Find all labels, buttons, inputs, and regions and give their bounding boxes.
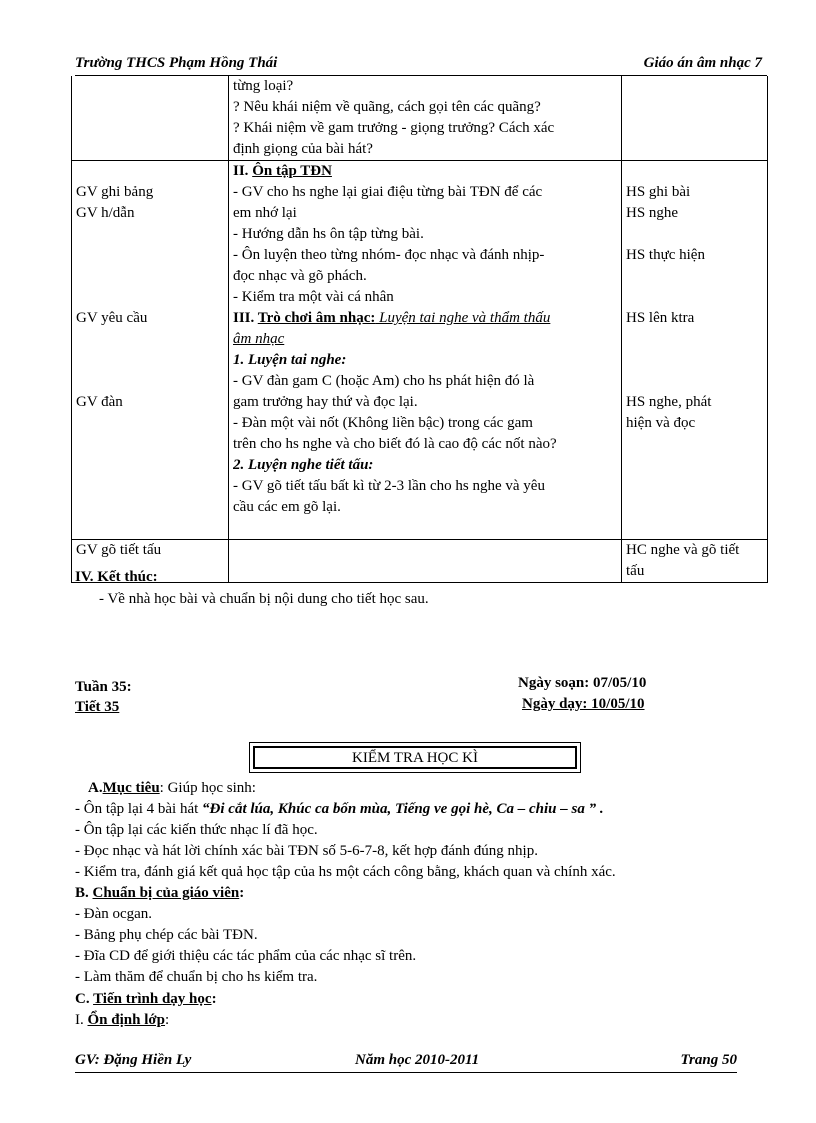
text-line	[626, 497, 763, 518]
subheading-rhythm: 2. Luyện nghe tiết tấu:	[233, 457, 374, 473]
text-line	[626, 161, 763, 182]
text-line: - Đàn ocgan.	[75, 906, 153, 922]
text-line: trên cho hs nghe và cho biết đó là cao độ các nốt nào?	[233, 436, 557, 452]
game-heading-cont: âm nhạc	[233, 331, 285, 347]
text-line	[76, 224, 224, 245]
content-cell	[229, 161, 622, 540]
text-line: - Ôn tập lại các kiến thức nhạc lí đã học.	[75, 822, 318, 838]
text-line: HS thực hiện	[626, 247, 705, 263]
text-line: HS lên ktra	[626, 310, 695, 326]
text-line	[626, 434, 763, 455]
text-line: GV gõ tiết tấu	[76, 542, 162, 558]
text-line	[626, 329, 763, 350]
text-line	[626, 518, 763, 539]
student-activity-cell	[622, 161, 768, 540]
text-line	[626, 224, 763, 245]
text-line: - Kiểm tra, đánh giá kết quả học tập của hs một cách công bằng, khách quan và chính xác.	[75, 864, 616, 880]
period-label: Tiết 35	[75, 699, 120, 715]
ending-item: - Về nhà học bài và chuẩn bị nội dung cho tiết học sau.	[99, 591, 429, 607]
text-line: ? Khái niệm về gam trưởng - giọng trưởng? Cách xác	[233, 120, 555, 136]
text-line: - Đàn một vài nốt (Không liền bậc) trong các gam	[233, 415, 533, 431]
text-line: - Đọc nhạc và hát lời chính xác bài TĐN số 5-6-7-8, kết hợp đánh đúng nhịp.	[75, 843, 538, 859]
week-label: Tuần 35:	[75, 679, 132, 695]
text-line: - GV cho hs nghe lại giai điệu từng bài TĐN để các	[233, 184, 543, 200]
section-i-heading: I. Ổn định lớp:	[75, 1012, 170, 1028]
teacher-activity-cell	[72, 161, 229, 540]
footer-teacher: GV: Đặng Hiền Ly	[75, 1052, 192, 1068]
subheading-ear-training: 1. Luyện tai nghe:	[233, 352, 347, 368]
text-line: HS nghe, phát	[626, 394, 712, 410]
section-c-heading: C. Tiến trình dạy học:	[75, 991, 217, 1007]
table-row	[72, 161, 768, 540]
text-line	[76, 371, 224, 392]
text-line: gam trưởng hay thứ và đọc lại.	[233, 394, 418, 410]
text-line: ? Nêu khái niệm về quãng, cách gọi tên các quãng?	[233, 99, 541, 115]
game-heading: III. Trò chơi âm nhạc: Luyện tai nghe và thẩm thấu	[233, 310, 551, 326]
table-row	[72, 76, 768, 161]
text-line: hiện và đọc	[626, 415, 696, 431]
teach-date: Ngày dạy: 10/05/10	[522, 696, 645, 712]
footer-rule	[75, 1072, 737, 1073]
text-line	[76, 518, 224, 539]
text-line: GV yêu cầu	[76, 310, 148, 326]
text-line: GV ghi bảng	[76, 184, 154, 200]
text-line: - Kiểm tra một vài cá nhân	[233, 289, 394, 305]
section-a-heading: A.Mục tiêu: Giúp học sinh:	[88, 780, 256, 796]
text-line	[76, 350, 224, 371]
text-line	[626, 287, 763, 308]
text-line	[76, 266, 224, 287]
student-activity-cell	[622, 76, 768, 161]
text-line: - Làm thăm để chuẩn bị cho hs kiểm tra.	[75, 969, 318, 985]
footer-page: Trang 50	[680, 1052, 737, 1068]
text-line: tấu	[626, 563, 645, 579]
text-line	[626, 371, 763, 392]
text-line: HS nghe	[626, 205, 679, 221]
text-line	[626, 350, 763, 371]
text-line: - Hướng dẫn hs ôn tập từng bài.	[233, 226, 424, 242]
title-box	[249, 742, 581, 773]
content-cell	[229, 76, 622, 161]
text-line: - GV gõ tiết tấu bất kì từ 2-3 lần cho hs nghe và yêu	[233, 478, 545, 494]
text-line	[626, 266, 763, 287]
text-line: - Bảng phụ chép các bài TĐN.	[75, 927, 258, 943]
text-line	[76, 455, 224, 476]
header-subject: Giáo án âm nhạc 7	[643, 55, 762, 71]
text-line: định giọng của bài hát?	[233, 141, 373, 157]
lesson-table	[71, 76, 768, 583]
text-line: từng loại?	[233, 78, 294, 94]
text-line: - Ôn luyện theo từng nhóm- đọc nhạc và đánh nhịp-	[233, 247, 545, 263]
teacher-activity-cell	[72, 76, 229, 161]
table-row	[72, 540, 768, 583]
text-line	[76, 497, 224, 518]
footer-year: Năm học 2010-2011	[355, 1052, 480, 1068]
text-line: - Đĩa CD để giới thiệu các tác phẩm của các nhạc sĩ trên.	[75, 948, 417, 964]
page-title: KIỂM TRA HỌC KÌ	[253, 746, 577, 769]
text-line	[626, 455, 763, 476]
text-line: cầu các em gõ lại.	[233, 499, 341, 515]
text-line: HS ghi bài	[626, 184, 691, 200]
text-line: HC nghe và gõ tiết	[626, 542, 740, 558]
text-line: em nhớ lại	[233, 205, 297, 221]
text-line: - GV đàn gam C (hoặc Am) cho hs phát hiện đó là	[233, 373, 535, 389]
section-a-songs: - Ôn tập lại 4 bài hát “Đi cắt lúa, Khúc ca bốn mùa, Tiếng ve gọi hè, Ca – chiu – sa ” .	[75, 801, 604, 817]
text-line: GV h/dẫn	[76, 205, 135, 221]
text-line	[626, 476, 763, 497]
student-activity-cell	[622, 540, 768, 583]
text-line: GV đàn	[76, 394, 123, 410]
header-school: Trường THCS Phạm Hồng Thái	[75, 55, 278, 71]
text-line	[76, 245, 224, 266]
section-b-heading: B. Chuẩn bị của giáo viên:	[75, 885, 245, 901]
text-line	[76, 329, 224, 350]
text-line	[76, 413, 224, 434]
ending-heading: IV. Kết thúc:	[75, 569, 158, 585]
text-line: đọc nhạc và gõ phách.	[233, 268, 367, 284]
text-line	[76, 161, 224, 182]
prep-date: Ngày soạn: 07/05/10	[518, 675, 647, 691]
text-line	[76, 287, 224, 308]
text-line	[76, 434, 224, 455]
content-cell	[229, 540, 622, 583]
section-heading: II. Ôn tập TĐN	[233, 163, 332, 179]
text-line	[76, 476, 224, 497]
